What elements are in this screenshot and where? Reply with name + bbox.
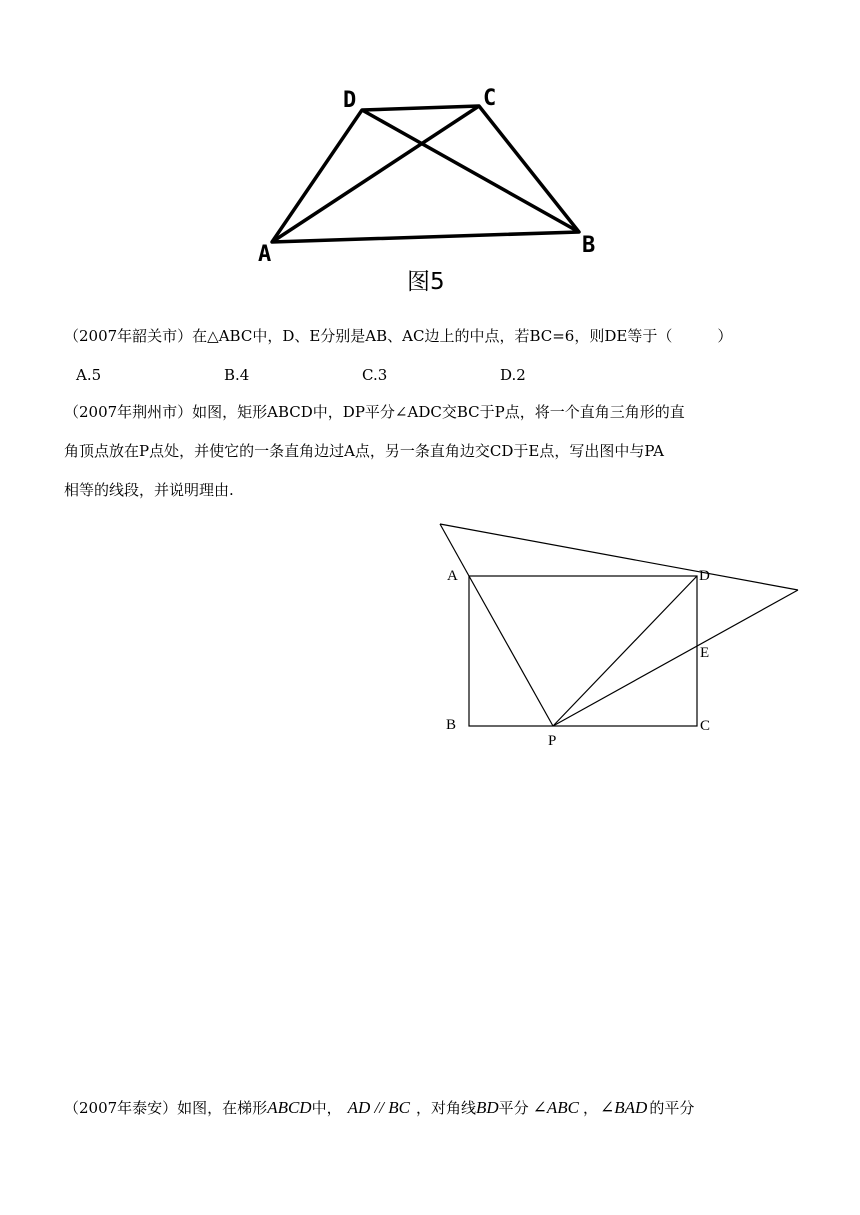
math-abcd: ABCD (267, 1098, 312, 1117)
math-angle-bad: ∠BAD (600, 1098, 648, 1117)
option-d: D.2 (500, 366, 526, 384)
rectangle-abcd (469, 576, 697, 726)
rect-label-c: C (700, 718, 711, 734)
problem-2-line-2: 角顶点放在P点处，并使它的一条直角边过A点，另一条直角边交CD于E点，写出图中与PA (64, 442, 664, 460)
triangle-side-top (440, 524, 798, 590)
vertex-label-a: A (258, 242, 272, 267)
rect-label-d: D (699, 568, 710, 584)
problem-3-suffix: 的平分 (649, 1099, 695, 1117)
segment-pe (553, 590, 798, 726)
option-a: A.5 (76, 366, 102, 384)
option-c: C.3 (362, 366, 388, 384)
problem-3-mid-1: 中， (311, 1099, 342, 1117)
option-b: B.4 (224, 366, 250, 384)
vertex-label-b: B (582, 233, 596, 258)
vertex-label-c: C (483, 86, 497, 111)
math-parallel: AD // BC (347, 1098, 410, 1117)
problem-2-line-1: （2007年荆州市）如图，矩形ABCD中，DP平分∠ADC交BC于P点，将一个直角三角形的直 (64, 403, 685, 421)
problem-3-mid-4: ， (583, 1099, 599, 1117)
figure-caption: 图5 (407, 269, 445, 295)
rect-label-p: P (548, 733, 557, 749)
problem-3-prefix: （2007年泰安）如图，在梯形 (64, 1099, 268, 1117)
segment-pa (469, 576, 553, 726)
vertex-label-d: D (343, 88, 357, 113)
rect-label-b: B (446, 717, 457, 733)
problem-3-mid-3: 平分 (498, 1099, 529, 1117)
math-bd: BD (475, 1098, 499, 1117)
segment-pd (553, 576, 697, 726)
math-angle-abc: ∠ABC (532, 1098, 579, 1117)
rect-label-e: E (700, 645, 710, 661)
problem-3-line-1 (64, 1098, 694, 1118)
problem-1-text: （2007年韶关市）在△ABC中，D、E分别是AB、AC边上的中点，若BC=6，则DE等于（ ） (64, 327, 733, 345)
problem-3-mid-2: ，对角线 (415, 1099, 476, 1117)
problem-2-line-3: 相等的线段，并说明理由. (64, 481, 234, 499)
rect-label-a: A (447, 568, 458, 584)
